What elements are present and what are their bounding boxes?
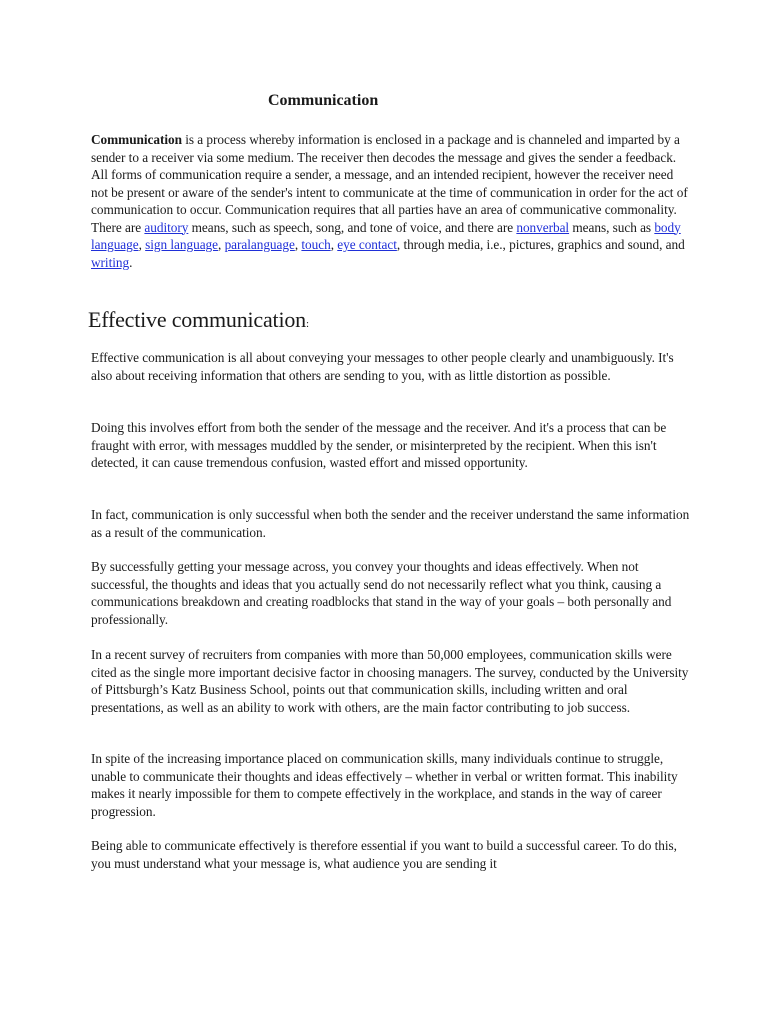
body-paragraph-3: In fact, communication is only successful when both the sender and the receiver understand the same information as a result of the communication. — [91, 507, 690, 540]
section-heading-suffix: : — [305, 318, 309, 330]
intro-term: Communication — [91, 132, 182, 147]
link-body-language[interactable]: body language — [91, 219, 681, 252]
body-paragraph-6: In spite of the increasing importance placed on communication skills, many individuals continue to struggle, unable to communicate their thoughts and ideas effectively – whether in verbal or written format. This inability makes it nearly impossible for them to compete effectively in the workplace, and stands in the way of career progression. — [91, 751, 678, 819]
intro-text-2: means, such as speech, song, and tone of voice, and there are — [188, 219, 517, 235]
section-heading-text: Effective communication — [88, 307, 306, 332]
body-paragraph-4: By successfully getting your message across, you convey your thoughts and ideas effectively. When not successful, the thoughts and ideas that you actually send do not necessarily reflect what you think, causing a communications breakdown and creating roadblocks that stand in the way of your goals – both personally and professionally. — [91, 559, 672, 627]
link-auditory[interactable]: auditory — [144, 219, 189, 235]
intro-sep-4: , — [330, 237, 338, 252]
intro-text-4: , through media, i.e., pictures, graphics and sound, and — [396, 237, 685, 252]
intro-text-1: is a process whereby information is enclosed in a package and is channeled and imparted by a sender to a receiver via some medium. The receiver then decodes the message and gives the sender a feedback. All forms of communication require a sender, a message, and an intended recipient, however the receiver need not be present or aware of the sender's intent to communicate at the time of communication in order for the act of communication to occur. Communication requires that all parties have an area of communicative commonality. There are — [91, 132, 688, 235]
body-paragraph-7: Being able to communicate effectively is therefore essential if you want to build a successful career. To do this, you must understand what your message is, what audience you are sending it — [91, 838, 677, 871]
link-touch[interactable]: touch — [301, 237, 331, 252]
intro-text-5: . — [129, 254, 133, 270]
body-paragraph-1: Effective communication is all about conveying your messages to other people clearly and unambiguously. It's also about receiving information that others are sending to you, with as little distortion as possible. — [91, 350, 674, 383]
link-eye-contact[interactable]: eye contact — [337, 237, 397, 252]
section-heading — [88, 307, 309, 333]
intro-text-3: means, such as — [569, 219, 655, 235]
intro-sep-3: , — [294, 237, 302, 252]
intro-sep-2: , — [218, 237, 225, 252]
link-nonverbal[interactable]: nonverbal — [516, 219, 570, 235]
link-writing[interactable]: writing — [91, 254, 130, 270]
body-paragraph-2: Doing this involves effort from both the sender of the message and the receiver. And it's a process that can be fraught with error, with messages muddled by the sender, or misinterpreted by the recipient. When this isn't detected, it can cause tremendous confusion, wasted effort and missed opportunity. — [91, 420, 667, 470]
intro-sep-1: , — [138, 237, 146, 252]
body-paragraph-5: In a recent survey of recruiters from companies with more than 50,000 employees, communication skills were cited as the single more important decisive factor in choosing managers. The survey, conducted by the University of Pittsburgh’s Katz Business School, points out that communication skills, including written and oral presentations, as well as an ability to work with others, are the main factor contributing to job success. — [91, 647, 689, 715]
intro-paragraph — [91, 131, 691, 271]
page-title: Communication — [268, 92, 379, 109]
link-sign-language[interactable]: sign language — [145, 237, 218, 252]
link-paralanguage[interactable]: paralanguage — [224, 237, 295, 252]
